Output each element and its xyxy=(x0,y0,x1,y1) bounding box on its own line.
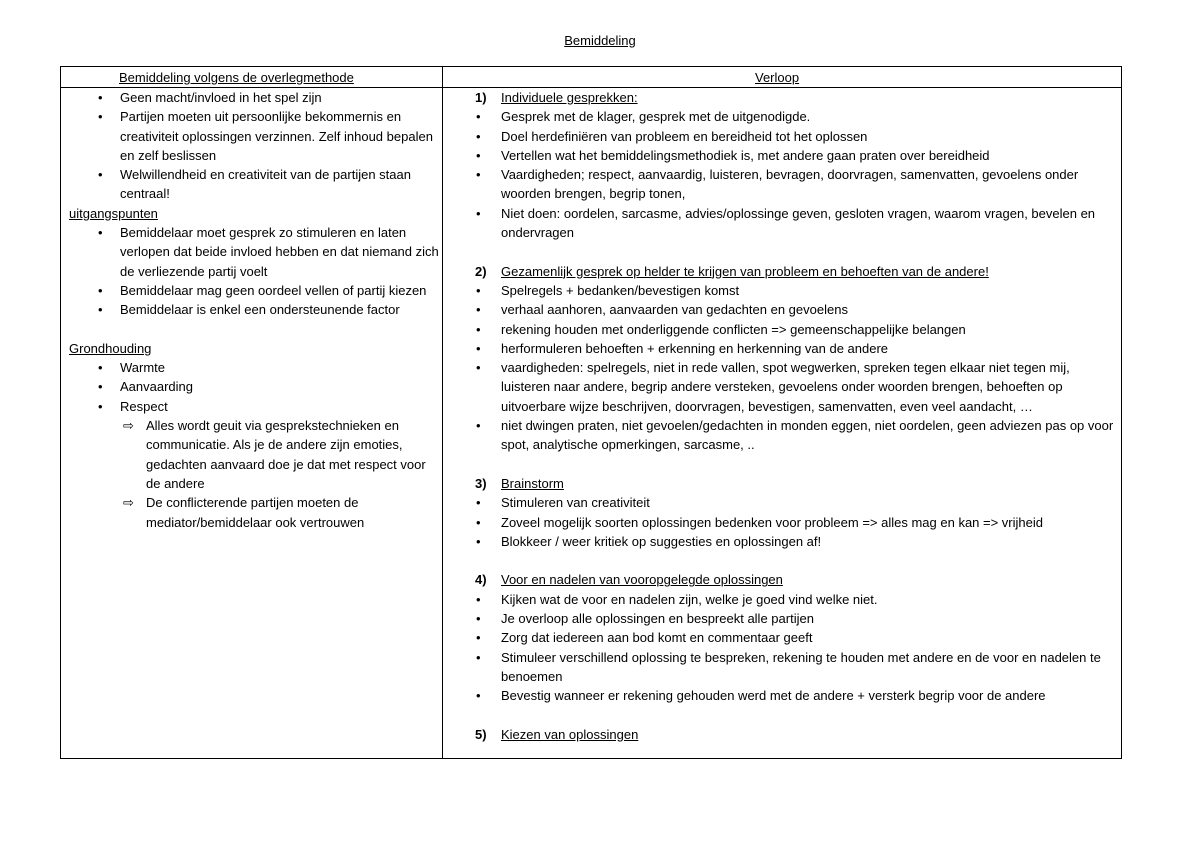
list-item: • verhaal aanhoren, aanvaarden van gedachten en gevoelens xyxy=(454,300,1114,319)
document-table xyxy=(60,66,1122,759)
column-divider xyxy=(442,67,443,758)
arrow-right-icon: ⇨ xyxy=(123,418,134,434)
list-item: • Stimuleren van creativiteit xyxy=(454,493,1114,512)
bullet-icon: • xyxy=(476,688,481,704)
step-heading: 2) Gezamenlijk gesprek op helder te krijgen van probleem en behoeften van de andere! xyxy=(475,263,989,279)
step-heading: 4) Voor en nadelen van vooropgelegde oplossingen xyxy=(475,572,783,588)
list-item: • Kijken wat de voor en nadelen zijn, welke je goed vind welke niet. xyxy=(454,590,1114,609)
list-item: • Vertellen wat het bemiddelingsmethodiek is, met andere gaan praten over bereidheid xyxy=(454,146,1114,165)
bullet-icon: • xyxy=(476,340,481,356)
bullet-icon: • xyxy=(476,147,481,163)
bullet-icon: • xyxy=(476,109,481,125)
bullet-icon: • xyxy=(98,90,103,105)
bullet-icon: • xyxy=(476,128,481,144)
list-item: • Respect xyxy=(69,397,439,416)
left-column xyxy=(69,88,439,532)
left-column-header: Bemiddeling volgens de overlegmethode xyxy=(119,70,354,85)
bullet-icon: • xyxy=(476,360,481,376)
list-item: • Niet doen: oordelen, sarcasme, advies/oplossinge geven, gesloten vragen, waarom vragen, bevelen en ondervragen xyxy=(476,205,1096,241)
bullet-icon: • xyxy=(476,533,481,549)
bullet-icon: • xyxy=(476,321,481,337)
step-heading: 5) Kiezen van oplossingen xyxy=(475,726,639,742)
bullet-icon: • xyxy=(476,418,481,434)
list-item: • Bemiddelaar is enkel een ondersteunende factor xyxy=(69,300,439,319)
bullet-icon: • xyxy=(476,495,481,511)
list-item: • herformuleren behoeften + erkenning en herkenning van de andere xyxy=(454,339,1114,358)
bullet-icon: • xyxy=(476,167,481,183)
bullet-icon: • xyxy=(476,205,481,221)
list-item: • Aanvaarding xyxy=(69,377,439,396)
bullet-icon: • xyxy=(98,167,103,183)
list-item: • niet dwingen praten, niet gevoelen/gedachten in monden eggen, niet oordelen, geen adviezen pas op voor spot, analytische opmerkingen, sarcasme, .. xyxy=(476,418,1114,453)
right-column xyxy=(454,88,1114,744)
bullet-icon: • xyxy=(476,302,481,318)
list-item: • vaardigheden: spelregels, niet in rede vallen, spot wegwerken, spreken tegen elkaar niet tegen mij, luisteren naar andere, begrip andere versteken, gevoelens onder woorden brengen, behoeften op uitvoerbare wijze beschrijven, doorvragen, bevestigen, samenvatten, even veel aandacht, … xyxy=(476,360,1070,414)
list-item: • rekening houden met onderliggende conflicten => gemeenschappelijke belangen xyxy=(454,320,1114,339)
bullet-icon: • xyxy=(476,649,481,665)
list-item: • Zoveel mogelijk soorten oplossingen bedenken voor probleem => alles mag en kan => vrijheid xyxy=(454,513,1114,532)
list-item: • Warmte xyxy=(69,358,439,377)
list-item: • Gesprek met de klager, gesprek met de uitgenodigde. xyxy=(454,107,1114,126)
bullet-icon: • xyxy=(98,225,103,241)
list-item: • Welwillendheid en creativiteit van de partijen staan centraal! xyxy=(98,167,411,202)
bullet-icon: • xyxy=(98,379,103,395)
list-item: • Geen macht/invloed in het spel zijn xyxy=(69,88,439,107)
uitgangspunten-heading: uitgangspunten xyxy=(69,205,158,221)
bullet-icon: • xyxy=(98,109,103,125)
list-item: • Vaardigheden; respect, aanvaardig, luisteren, bevragen, doorvragen, samenvatten, gevoelens onder woorden brengen, begrip tonen, xyxy=(476,167,1079,202)
list-item: • Bemiddelaar mag geen oordeel vellen of partij kiezen xyxy=(69,281,439,300)
list-item: • Je overloop alle oplossingen en bespreekt alle partijen xyxy=(454,609,1114,628)
bullet-icon: • xyxy=(98,360,103,376)
list-item: • Partijen moeten uit persoonlijke bekommernis en creativiteit oplossingen verzinnen. Zelf inhoud bepalen en zelf beslissen xyxy=(98,109,433,163)
step-heading: 1) Individuele gesprekken: xyxy=(475,90,638,105)
bullet-icon: • xyxy=(476,282,481,298)
list-subitem: ⇨ Alles wordt geuit via gesprekstechnieken en communicatie. Als je de andere zijn emoties, gedachten aanvaard doe je dat met respect voor de andere xyxy=(123,418,426,491)
bullet-icon: • xyxy=(476,514,481,530)
grondhouding-heading: Grondhouding xyxy=(69,340,152,356)
bullet-icon: • xyxy=(98,302,103,318)
step-heading: 3) Brainstorm xyxy=(475,475,564,491)
list-item: • Blokkeer / weer kritiek op suggesties en oplossingen af! xyxy=(454,532,1114,551)
right-column-header: Verloop xyxy=(755,70,800,85)
bullet-icon: • xyxy=(476,630,481,646)
list-subitem: ⇨ De conflicterende partijen moeten de mediator/bemiddelaar ook vertrouwen xyxy=(123,495,365,530)
list-item: • Bevestig wanneer er rekening gehouden werd met de andere + versterk begrip voor de andere xyxy=(454,686,1114,705)
list-item: • Bemiddelaar moet gesprek zo stimuleren en laten verlopen dat beide invloed hebben en dat niemand zich de verliezende partij voelt xyxy=(98,225,439,279)
list-item: • Zorg dat iedereen aan bod komt en commentaar geeft xyxy=(454,628,1114,647)
bullet-icon: • xyxy=(476,591,481,607)
arrow-right-icon: ⇨ xyxy=(123,495,134,511)
bullet-icon: • xyxy=(98,398,103,414)
page-title: Bemiddeling xyxy=(564,33,636,48)
list-item: • Stimuleer verschillend oplossing te bespreken, rekening te houden met andere en de voor en nadelen te benoemen xyxy=(476,649,1101,684)
list-item: • Spelregels + bedanken/bevestigen komst xyxy=(454,281,1114,300)
bullet-icon: • xyxy=(476,611,481,627)
list-item: • Doel herdefiniëren van probleem en bereidheid tot het oplossen xyxy=(454,127,1114,146)
bullet-icon: • xyxy=(98,282,103,298)
